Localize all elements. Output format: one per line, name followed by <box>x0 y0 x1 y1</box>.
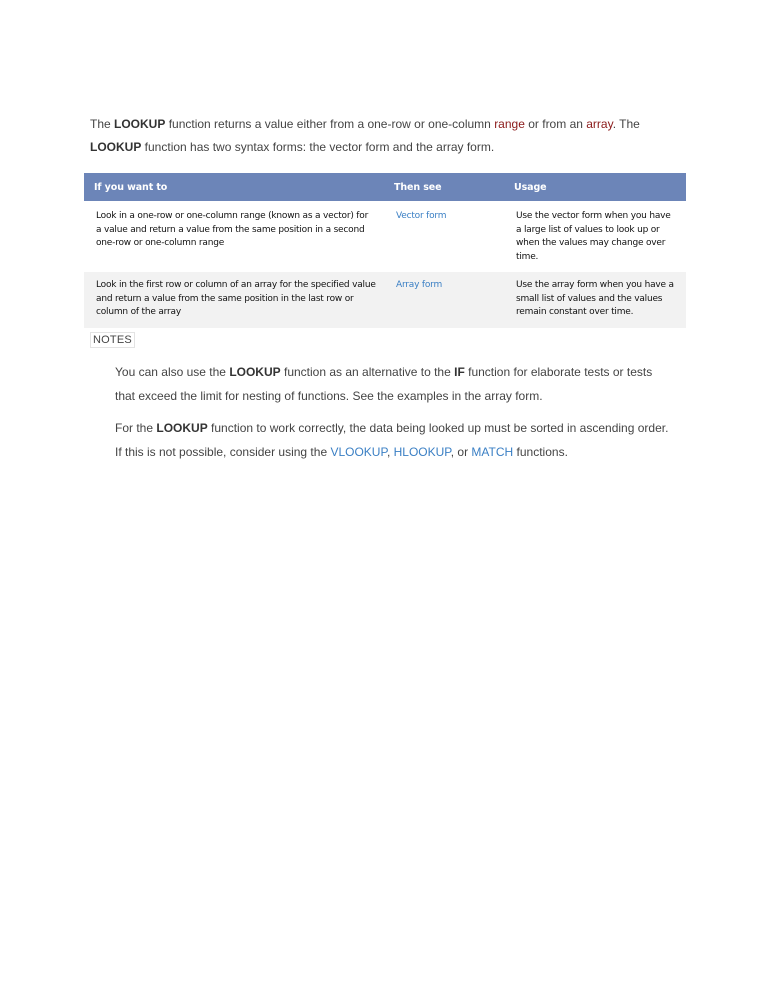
note-text: function for elaborate tests or tests that exceed the limit for nesting of functions. See the examples in the array form. <box>115 365 653 403</box>
cell-usage: Use the vector form when you have a large list of values to look up or when the values may change over time. <box>504 201 686 272</box>
header-if-you-want-to: If you want to <box>84 173 384 201</box>
vlookup-link[interactable]: VLOOKUP <box>330 445 387 459</box>
notes-label: NOTES <box>90 332 135 348</box>
intro-text: function returns a value either from a one-row or one-column <box>165 117 495 131</box>
lookup-keyword: LOOKUP <box>229 365 281 379</box>
cell-want: Look in a one-row or one-column range (known as a vector) for a value and return a value from the same position in a second one-row or one-column range <box>84 201 384 272</box>
intro-paragraph <box>90 113 690 159</box>
array-link[interactable]: array <box>586 117 613 131</box>
intro-text: or from an <box>524 117 587 131</box>
syntax-forms-table <box>84 173 686 328</box>
note-text: , or <box>450 445 472 459</box>
note-paragraph <box>115 416 675 464</box>
intro-text: . The <box>612 117 640 131</box>
cell-usage: Use the array form when you have a small list of values and the values remain constant over time. <box>504 272 686 328</box>
hlookup-link[interactable]: HLOOKUP <box>393 445 451 459</box>
range-link[interactable]: range <box>494 117 525 131</box>
table-row <box>84 272 686 328</box>
lookup-keyword: LOOKUP <box>90 140 142 154</box>
lookup-keyword: LOOKUP <box>114 117 166 131</box>
intro-text: function has two syntax forms: the vector form and the array form. <box>141 140 495 154</box>
array-form-link[interactable]: Array form <box>384 272 504 328</box>
cell-want: Look in the first row or column of an array for the specified value and return a value from the same position in the last row or column of the array <box>84 272 384 328</box>
header-usage: Usage <box>504 173 686 201</box>
if-keyword: IF <box>454 365 465 379</box>
note-text: You can also use the <box>115 365 230 379</box>
table-row <box>84 201 686 272</box>
note-text: functions. <box>513 445 568 459</box>
lookup-keyword: LOOKUP <box>156 421 208 435</box>
note-text: function to work correctly, the data being looked up must be sorted in ascending order. If this is not possible, consider using the <box>115 421 669 459</box>
note-text: , <box>386 445 394 459</box>
match-link[interactable]: MATCH <box>471 445 514 459</box>
intro-text: The <box>90 117 115 131</box>
note-text: For the <box>115 421 157 435</box>
note-text: function as an alternative to the <box>280 365 455 379</box>
header-then-see: Then see <box>384 173 504 201</box>
vector-form-link[interactable]: Vector form <box>384 201 504 272</box>
table-header-row <box>84 173 686 201</box>
note-paragraph <box>115 360 675 408</box>
